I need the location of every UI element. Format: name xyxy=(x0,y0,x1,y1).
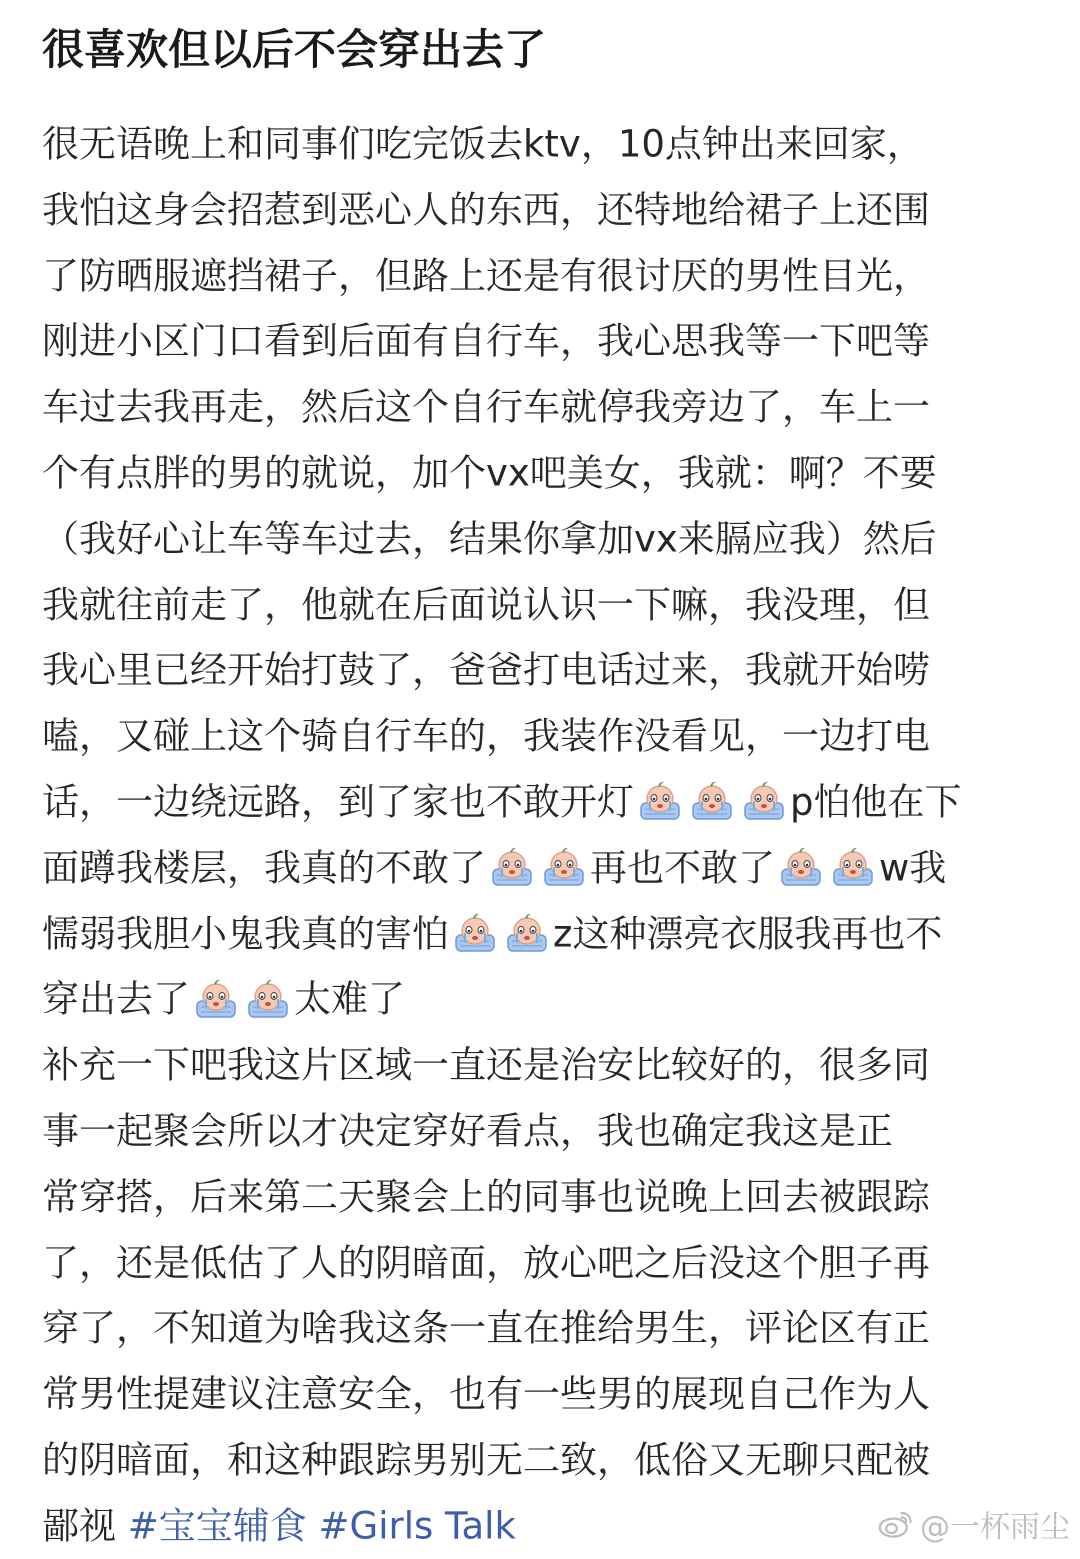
weibo-logo-icon xyxy=(878,1509,914,1539)
post-text-line xyxy=(42,505,1042,571)
post-text-line xyxy=(42,834,1042,900)
post-text-line xyxy=(42,1097,1042,1163)
post-text: 我心里已经开始打鼓了，爸爸打电话过来，我就开始唠 xyxy=(42,648,930,692)
post-text-line xyxy=(42,1426,1042,1492)
post-text-line xyxy=(42,1031,1042,1097)
post-text: 刚进小区门口看到后面有自行车，我心思我等一下吧等 xyxy=(42,319,930,363)
post-text: 个有点胖的男的就说，加个vx吧美女，我就：啊？不要 xyxy=(42,451,937,495)
crying-emoji-icon xyxy=(246,976,290,1020)
post-text-line xyxy=(42,1294,1042,1360)
post-text-line xyxy=(42,1360,1042,1426)
crying-emoji-icon xyxy=(453,910,497,954)
post-text-line xyxy=(42,373,1042,439)
post-text: 鄙视 xyxy=(42,1504,116,1548)
post-text: 补充一下吧我这片区域一直还是治安比较好的，很多同 xyxy=(42,1043,930,1087)
post-text-line xyxy=(42,636,1042,702)
crying-emoji-icon xyxy=(542,844,586,888)
post-text-line xyxy=(42,1229,1042,1295)
crying-emoji-icon xyxy=(690,778,734,822)
hashtag-link[interactable]: #宝宝辅食 xyxy=(127,1504,307,1548)
post-text: 再也不敢了 xyxy=(590,846,775,890)
post-text-line xyxy=(42,242,1042,308)
post-text: 太难了 xyxy=(294,977,405,1021)
post-text: （我好心让车等车过去，结果你拿加vx来膈应我）然后 xyxy=(42,517,937,561)
post-card xyxy=(42,22,1042,1558)
post-text: 穿了，不知道为啥我这条一直在推给男生，评论区有正 xyxy=(42,1306,930,1350)
post-text: 的阴暗面，和这种跟踪男别无二致，低俗又无聊只配被 xyxy=(42,1438,930,1482)
post-text: 很无语晚上和同事们吃完饭去ktv，10点钟出来回家， xyxy=(42,122,924,166)
post-text: 了，还是低估了人的阴暗面，放心吧之后没这个胆子再 xyxy=(42,1241,930,1285)
post-text: 懦弱我胆小鬼我真的害怕 xyxy=(42,912,449,956)
crying-emoji-icon xyxy=(638,778,682,822)
post-text-line xyxy=(42,900,1042,966)
crying-emoji-icon xyxy=(779,844,823,888)
post-text-line xyxy=(42,768,1042,834)
post-text: 穿出去了 xyxy=(42,977,190,1021)
crying-emoji-icon xyxy=(831,844,875,888)
post-text-line xyxy=(42,110,1042,176)
watermark xyxy=(878,1502,1070,1546)
post-text-line xyxy=(42,965,1042,1031)
post-text: 事一起聚会所以才决定穿好看点，我也确定我这是正 xyxy=(42,1109,893,1153)
post-title: 很喜欢但以后不会穿出去了 xyxy=(42,25,547,74)
post-text: 面蹲我楼层，我真的不敢了 xyxy=(42,846,486,890)
post-text: 我就往前走了，他就在后面说认识一下嘛，我没理，但 xyxy=(42,583,930,627)
post-text: 话，一边绕远路，到了家也不敢开灯 xyxy=(42,780,634,824)
post-text-line xyxy=(42,176,1042,242)
post-text: 了防晒服遮挡裙子，但路上还是有很讨厌的男性目光， xyxy=(42,254,930,298)
post-text: 我怕这身会招惹到恶心人的东西，还特地给裙子上还围 xyxy=(42,188,930,232)
crying-emoji-icon xyxy=(490,844,534,888)
post-text: 常男性提建议注意安全，也有一些男的展现自己作为人 xyxy=(42,1372,930,1416)
post-text-line xyxy=(42,307,1042,373)
post-text: 常穿搭，后来第二天聚会上的同事也说晚上回去被跟踪 xyxy=(42,1175,930,1219)
post-text: p怕他在下 xyxy=(790,780,962,824)
post-text: 嗑，又碰上这个骑自行车的，我装作没看见，一边打电 xyxy=(42,714,930,758)
post-text-line xyxy=(42,439,1042,505)
crying-emoji-icon xyxy=(505,910,549,954)
post-text: z这种漂亮衣服我再也不 xyxy=(553,912,943,956)
post-text: w我 xyxy=(879,846,947,890)
hashtag-link[interactable]: #Girls Talk xyxy=(318,1504,516,1548)
post-text-line xyxy=(42,702,1042,768)
post-text-line xyxy=(42,571,1042,637)
crying-emoji-icon xyxy=(742,778,786,822)
crying-emoji-icon xyxy=(194,976,238,1020)
watermark-text: @一杯雨尘 xyxy=(920,1510,1070,1545)
post-text-line xyxy=(42,1163,1042,1229)
post-body xyxy=(42,110,1042,1558)
post-text: 车过去我再走，然后这个自行车就停我旁边了，车上一 xyxy=(42,385,930,429)
